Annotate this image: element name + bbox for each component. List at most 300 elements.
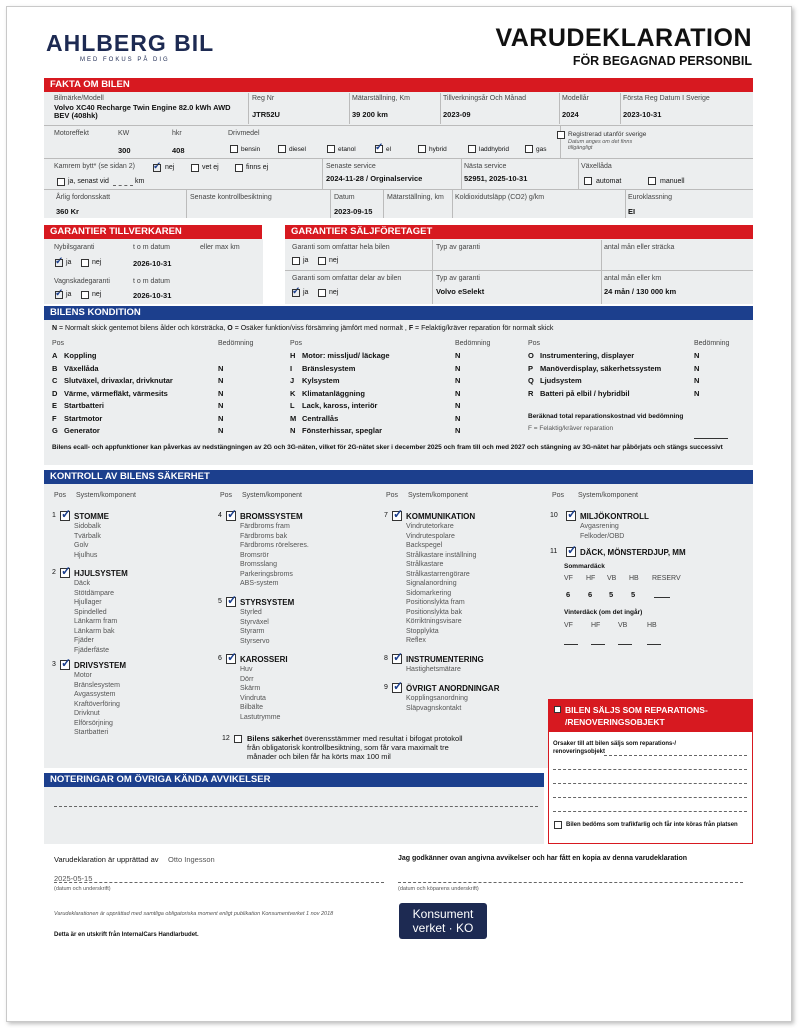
g1-heading: STOMME <box>74 512 109 521</box>
cond-rating: N <box>218 388 224 398</box>
upprattad-datum: 2025-05-15 <box>54 874 93 883</box>
legend-f-text: = Felaktig/kräver reparation för normalt skick <box>415 325 554 332</box>
cond-bed-3: Bedömning <box>694 340 730 347</box>
g11-check-icon: ✓ <box>567 543 578 557</box>
kamrem-km-label: km <box>135 178 145 185</box>
g7-item: Positionslykta bak <box>406 608 463 616</box>
senaste-service-value: 2024-11-28 / Orginalservice <box>326 174 423 183</box>
g4-heading: BROMSSYSTEM <box>240 512 303 521</box>
w-hf: HF <box>591 622 601 629</box>
vagn-nej-checkbox[interactable] <box>81 291 89 299</box>
regnr-label: Reg Nr <box>252 95 275 102</box>
reparation-checkbox[interactable] <box>554 706 561 713</box>
manuell-label: manuell <box>660 178 685 185</box>
g8-check-icon: ✓ <box>393 650 404 664</box>
g10-heading: MILJÖKONTROLL <box>580 512 649 521</box>
reg-utanfor-sub: Datum anges om det finns tillgängligt <box>568 139 633 151</box>
cond-item: Startmotor <box>64 413 103 423</box>
g6-number: 6 <box>218 655 222 662</box>
legend-f: F <box>408 325 414 332</box>
forsta-reg-value: 2023-10-31 <box>623 110 662 119</box>
s-vb: VB <box>607 575 617 582</box>
orsaker-label: Orsaker till att bilen säljs som reparations-/ renoveringsobjekt <box>553 741 677 755</box>
g1-item: Sidobalk <box>74 523 101 530</box>
cond-item: Manöverdisplay, säkerhetssystem <box>540 363 662 373</box>
g2-item: Fjäder <box>74 637 94 644</box>
w-hb: HB <box>647 622 657 629</box>
cond-rating: N <box>218 426 224 435</box>
cond-item: Värme, värmefläkt, värmesits <box>64 388 168 398</box>
cond-pos-3: Pos <box>528 340 541 347</box>
fuel-4-checkbox[interactable] <box>418 145 426 153</box>
skatt-value: 360 Kr <box>56 207 79 216</box>
g7-heading: KOMMUNIKATION <box>406 512 476 521</box>
garanti-gap <box>263 239 285 304</box>
s-hb: HB <box>629 575 639 582</box>
cond-rating: N <box>455 388 461 398</box>
g5-item: Styrled <box>240 609 262 616</box>
s-hf: HF <box>586 575 596 582</box>
cond-item: Startbatteri <box>64 401 105 410</box>
modellar-label: Modellår <box>562 95 589 102</box>
cond-item: Motor: missljud/ läckage <box>302 351 390 360</box>
hela-ja-checkbox[interactable] <box>292 257 300 265</box>
sak-pos-4: Pos <box>552 492 565 499</box>
fuel-1-label: diesel <box>289 146 306 153</box>
upprattad-namn: Otto Ingesson <box>168 855 215 864</box>
cond-letter: E <box>52 401 58 410</box>
nybil-date: 2026-10-31 <box>133 259 172 268</box>
g3-check-icon: ✓ <box>61 656 72 670</box>
beraknad-label: Beräknad total reparationskostnad vid bedömning <box>528 413 684 420</box>
kamrem-vetej-label: vet ej <box>202 164 219 171</box>
reparation-title: BILEN SÄLJS SOM REPARATIONS- /RENOVERINGSOBJEKT <box>565 705 708 727</box>
nasta-service-value: 52951, 2025-10-31 <box>464 174 528 183</box>
g9-heading: ÖVRIGT ANORDNINGAR <box>406 684 500 693</box>
cond-pos-1: Pos <box>52 340 65 347</box>
vagn-nej-label: nej <box>92 291 102 298</box>
hela-nej-label: nej <box>329 257 339 264</box>
g6-check-icon: ✓ <box>227 650 238 664</box>
vagn-ja-checkbox[interactable] <box>55 288 64 299</box>
g2-item: Fjäderfäste <box>74 646 110 654</box>
sak-pos-2: Pos <box>220 492 233 499</box>
g4-item: ABS-system <box>240 580 279 587</box>
g5-check-icon: ✓ <box>227 593 238 607</box>
cond-rating: N <box>218 363 224 373</box>
tillverk-label: Tillverkningsår Och Månad <box>443 95 526 102</box>
cond-letter: O <box>528 351 534 360</box>
cond-item: Batteri på elbil / hybridbil <box>540 388 630 398</box>
cond-item: Instrumentering, displayer <box>540 351 635 360</box>
fuel-6-checkbox[interactable] <box>525 145 533 153</box>
cond-rating: N <box>694 388 700 398</box>
g8-heading: INSTRUMENTERING <box>406 655 484 664</box>
vinterdack-label: Vinterdäck (om det ingår) <box>564 609 643 616</box>
cond-letter: B <box>52 363 58 373</box>
hk-value: 408 <box>172 146 185 155</box>
network-note: Bilens ecall- och appfunktioner kan påverkas av nedstängningen av 2G och 3G-näten, vilket för 2G-nätet sker i december 2025 och fram till och med 2027 och stängning av 3G-nätet har påbörjats och stängs successivt <box>52 444 723 451</box>
g7-check-icon: ✓ <box>393 507 404 521</box>
g2-item: Spindelled <box>74 608 107 616</box>
sak-sys-4: System/komponent <box>578 492 638 499</box>
g5-item: Styrservo <box>240 637 270 645</box>
g7-item: Sidomarkering <box>406 589 452 597</box>
fuel-5-label: laddhybrid <box>479 146 509 153</box>
legend-n: N <box>52 325 58 332</box>
section-fakta: FAKTA OM BILEN <box>44 78 753 92</box>
f-note: F = Felaktig/kräver reparation <box>528 425 614 432</box>
sak-sys-3: System/komponent <box>408 492 468 499</box>
hela-label: Garanti som omfattar hela bilen <box>292 244 390 251</box>
w-vb: VB <box>618 622 628 629</box>
cond-rating: N <box>455 363 461 373</box>
g7-number: 7 <box>384 512 388 519</box>
cond-item: Koppling <box>64 351 97 360</box>
ko-logo-line1: Konsument <box>412 907 474 921</box>
g3-item: Kraftöverföring <box>74 700 120 708</box>
kamrem-finnsej-label: finns ej <box>246 164 269 171</box>
cond-letter: N <box>290 426 296 435</box>
kamrem-label: Kamrem bytt* (se sidan 2) <box>54 163 135 170</box>
vagn-label: Vagnskadegaranti <box>54 278 110 285</box>
cond-letter: R <box>528 388 534 398</box>
section-noteringar: NOTERINGAR OM ÖVRIGA KÄNDA AVVIKELSER <box>44 773 544 787</box>
typ2-value: Volvo eSelekt <box>436 287 485 296</box>
trafikfarlig-label: Bilen bedöms som trafikfarlig och får inte köras från platsen <box>566 822 738 828</box>
skatt-label: Årlig fordonsskatt <box>56 194 111 201</box>
g1-check-icon: ✓ <box>61 507 72 521</box>
g1-item: Tvärbalk <box>74 532 101 540</box>
s-hb-val: 5 <box>631 590 636 599</box>
datum-label: Datum <box>334 194 355 201</box>
tillverk-value: 2023-09 <box>443 110 471 119</box>
g6-item: Lastutrymme <box>240 713 281 721</box>
hela-ja-label: ja <box>303 257 309 264</box>
page-title: VARUDEKLARATION <box>495 24 752 52</box>
g4-item: Färdbroms rörelseres. <box>240 542 309 549</box>
sak-sys-1: System/komponent <box>76 492 136 499</box>
fuel-5-checkbox[interactable] <box>468 145 476 153</box>
antal-label: antal mån eller sträcka <box>604 244 675 251</box>
kamrem-vetej-checkbox[interactable] <box>191 164 199 172</box>
fuel-el-check-icon: ✓ <box>375 142 384 153</box>
g6-item: Vindruta <box>240 694 266 702</box>
senaste-service-label: Senaste service <box>326 163 376 170</box>
trafikfarlig-checkbox[interactable] <box>554 821 562 829</box>
g10-item: Felkoder/OBD <box>580 532 625 540</box>
cond-letter: G <box>52 426 58 435</box>
g2-heading: HJULSYSTEM <box>74 569 128 578</box>
g5-item: Styrväxel <box>240 618 269 626</box>
sak-pos-3: Pos <box>386 492 399 499</box>
cond-letter: H <box>290 351 296 360</box>
cond-letter: J <box>290 376 295 385</box>
g9-check-icon: ✓ <box>393 679 404 693</box>
motoreffekt-label: Motoreffekt <box>54 130 89 137</box>
cond-rating: N <box>694 363 700 373</box>
cond-letter: A <box>52 351 58 360</box>
g3-item: Avgassystem <box>74 691 116 698</box>
cond-letter: I <box>290 363 293 373</box>
konsumentverket-logo <box>399 903 487 939</box>
cond-rating: N <box>218 376 224 385</box>
g3-item: Bränslesystem <box>74 681 120 689</box>
g1-item: Golv <box>74 542 89 549</box>
cond-rating: N <box>455 413 461 423</box>
g4-number: 4 <box>218 512 222 519</box>
cond-rating: N <box>455 351 461 360</box>
nybil-tom-label: t o m datum <box>133 244 170 251</box>
co2-label: Koldioxidutsläpp (CO2) g/km <box>455 194 545 201</box>
model-value: Volvo XC40 Recharge Twin Engine 82.0 kWh AWD BEV (408hk) <box>54 103 231 120</box>
cond-letter: M <box>290 413 297 423</box>
fuel-2-label: etanol <box>338 146 356 153</box>
datum-sub: (datum och underskrift) <box>54 886 111 892</box>
bilens-sakerhet-checkbox[interactable] <box>234 735 242 743</box>
cond-letter: K <box>290 388 296 398</box>
g5-heading: STYRSYSTEM <box>240 598 295 607</box>
g1-item: Hjulhus <box>74 551 98 559</box>
g7-item: Vindrutespolare <box>406 532 455 540</box>
cond-rating: N <box>694 376 700 385</box>
g7-item: Stopplykta <box>406 627 439 635</box>
modellar-value: 2024 <box>562 110 579 119</box>
g7-item: Strålkastarrengörare <box>406 570 470 578</box>
g11-heading: DÄCK, MÖNSTERDJUP, MM <box>580 548 686 557</box>
g3-heading: DRIVSYSTEM <box>74 661 127 670</box>
cond-pos-2: Pos <box>290 340 303 347</box>
vagn-ja-label: ja <box>66 291 72 298</box>
kamrem-nej-checkbox[interactable] <box>153 161 162 172</box>
s-vf: VF <box>564 575 573 582</box>
cond-item: Slutväxel, drivaxlar, drivknutar <box>64 376 173 385</box>
cond-item: Bränslesystem <box>302 363 356 373</box>
vagn-ja-check-icon: ✓ <box>55 288 64 299</box>
cond-letter: C <box>52 376 58 385</box>
kw-label: KW <box>118 130 130 137</box>
g11-number: 11 <box>550 548 558 555</box>
g7-item: Reflex <box>406 637 426 644</box>
reg-utanfor-label: Registrerad utanför sverige <box>568 131 647 138</box>
cond-letter: L <box>290 401 295 410</box>
model-label: Bilmärke/Modell <box>54 95 104 102</box>
ahlberg-bil-logo: AHLBERG BIL <box>46 30 215 56</box>
sak-sys-2: System/komponent <box>242 492 302 499</box>
delar-nej-label: nej <box>329 289 339 296</box>
cond-bed-1: Bedömning <box>218 340 254 347</box>
cond-item: Lack, kaross, interiör <box>302 401 378 410</box>
nybil-ja-check-icon: ✓ <box>55 256 64 267</box>
delar-ja-check-icon: ✓ <box>292 286 301 297</box>
sommardack-label: Sommardäck <box>564 563 605 570</box>
cond-item: Centrallås <box>302 413 339 423</box>
cond-rating: N <box>455 376 461 385</box>
g10-item: Avgasrening <box>580 523 619 530</box>
cond-letter: D <box>52 388 58 398</box>
cond-letter: F <box>52 413 57 423</box>
cond-rating: N <box>694 351 700 360</box>
kamrem-finnsej-checkbox[interactable] <box>235 164 243 172</box>
g3-number: 3 <box>52 661 56 668</box>
delar-nej-checkbox[interactable] <box>318 289 326 297</box>
kamrem-ja-checkbox[interactable] <box>57 178 65 186</box>
delar-ja-checkbox[interactable] <box>292 286 301 297</box>
item-12-number: 12 <box>222 735 230 742</box>
forsta-reg-label: Första Reg Datum I Sverige <box>623 95 710 102</box>
upprattad-label: Varudeklaration är upprättad av <box>54 855 159 864</box>
g6-item: Dörr <box>240 675 254 683</box>
vagn-date: 2026-10-31 <box>133 291 172 300</box>
cond-letter: P <box>528 363 534 373</box>
g1-number: 1 <box>52 512 56 519</box>
cond-item: Ljudsystem <box>540 376 582 385</box>
nybil-nej-checkbox[interactable] <box>81 259 89 267</box>
g5-number: 5 <box>218 598 222 605</box>
g4-item: Bromsslang <box>240 561 277 568</box>
page-subtitle: FÖR BEGAGNAD PERSONBIL <box>572 54 752 68</box>
nybil-label: Nybilsgaranti <box>54 244 95 251</box>
g9-item: Släpvagnskontakt <box>406 704 462 712</box>
kontrollbes-label: Senaste kontrollbesiktning <box>190 194 272 201</box>
s-reserv: RESERV <box>652 575 681 582</box>
cond-item: Fönsterhissar, speglar <box>302 426 383 435</box>
g6-heading: KAROSSERI <box>240 655 288 664</box>
reg-utanfor-checkbox[interactable] <box>557 131 565 139</box>
g8-number: 8 <box>384 655 388 662</box>
cond-item: Kylsystem <box>302 376 340 385</box>
cond-item: Växellåda <box>64 363 99 373</box>
cond-item: Klimatanläggning <box>302 388 365 398</box>
antal2-label: antal mån eller km <box>604 275 662 282</box>
nybil-ja-label: ja <box>66 259 72 266</box>
cond-bed-2: Bedömning <box>455 340 491 347</box>
sak-pos-1: Pos <box>54 492 67 499</box>
g3-item: Startbatteri <box>74 729 109 736</box>
g7-item: Backspegel <box>406 542 443 549</box>
g10-number: 10 <box>550 512 558 519</box>
g8-item: Hastighetsmätare <box>406 666 461 673</box>
g4-item: Färdbroms fram <box>240 523 290 530</box>
kamrem-ja-label: ja, senast vid <box>68 178 109 185</box>
g7-item: Positionslykta fram <box>406 599 465 606</box>
typ2-label: Typ av garanti <box>436 275 480 282</box>
nybil-ja-checkbox[interactable] <box>55 256 64 267</box>
g6-item: Bilbälte <box>240 704 263 711</box>
section-sakerhet: KONTROLL AV BILENS SÄKERHET <box>44 470 753 484</box>
g2-item: Stötdämpare <box>74 589 115 597</box>
g10-check-icon: ✓ <box>567 507 578 521</box>
cond-rating: N <box>218 413 224 423</box>
logo-tagline: MED FOKUS PÅ DIG <box>80 57 170 63</box>
noteringar-panel <box>44 787 544 844</box>
drivmedel-label: Drivmedel <box>228 130 260 137</box>
bilens-sak-label: Bilens säkerhet <box>247 734 303 743</box>
antal2-value: 24 mån / 130 000 km <box>604 287 677 296</box>
regnr-value: JTR52U <box>252 110 280 119</box>
g4-check-icon: ✓ <box>227 507 238 521</box>
kw-value: 300 <box>118 146 131 155</box>
euro-label: Euroklassning <box>628 194 672 201</box>
g9-number: 9 <box>384 684 388 691</box>
kamrem-nej-check-icon[interactable]: ✓ <box>153 161 162 172</box>
nybil-max-label: eller max km <box>200 244 240 251</box>
fuel-1-checkbox[interactable] <box>278 145 286 153</box>
automat-checkbox[interactable] <box>584 177 592 185</box>
ko-logo-line2: verket · KO <box>412 921 474 935</box>
automat-label: automat <box>596 178 622 185</box>
g4-item: Parkeringsbroms <box>240 570 293 578</box>
cond-letter: Q <box>528 376 534 385</box>
g2-item: Länkarm fram <box>74 618 118 625</box>
fuel-0-checkbox[interactable] <box>230 145 238 153</box>
kopare-sub: (datum och köparens underskrift) <box>398 886 479 892</box>
g7-item: Strålkastare <box>406 561 444 568</box>
g9-item: Kopplingsanordning <box>406 695 468 702</box>
fuel-3-label: el <box>386 146 392 153</box>
section-garanti-saljare: GARANTIER SÄLJFÖRETAGET <box>285 225 753 239</box>
g2-check-icon: ✓ <box>61 564 72 578</box>
legend-n-text: = Normalt skick gentemot bilens ålder och körsträcka, <box>59 325 226 332</box>
nasta-service-label: Nästa service <box>464 163 507 170</box>
fuel-4-label: hybrid <box>429 146 447 153</box>
euro-value: EI <box>628 207 636 216</box>
vagn-tom-label: t o m datum <box>133 278 170 285</box>
kamrem-nej-label: nej <box>165 164 175 171</box>
footer-info: Varudeklarationen är upprättad med samtliga obligatoriska moment enligt publikation Konsumentverket 1 nov 2018 <box>54 911 334 917</box>
nybil-nej-label: nej <box>92 259 102 266</box>
fuel-6-label: gas <box>536 146 547 153</box>
g6-item: Huv <box>240 666 253 673</box>
g2-item: Däck <box>74 580 90 587</box>
section-kondition: BILENS KONDITION <box>44 306 753 320</box>
g3-item: Drivknut <box>74 710 100 717</box>
bilens-sak-text: överensstämmer med resultat i bifogat protokoll från obligatorisk kontrollbesiktning, som får vara maximalt tre månader och bilen får ha körts max 100 mil <box>247 734 463 761</box>
fuel-2-checkbox[interactable] <box>327 145 335 153</box>
fuel-0-label: bensin <box>241 146 261 153</box>
g2-item: Hjullager <box>74 599 102 606</box>
hk-label: hkr <box>172 130 182 137</box>
cond-rating: N <box>455 401 461 410</box>
g3-item: Elförsörjning <box>74 719 113 727</box>
typ-label: Typ av garanti <box>436 244 480 251</box>
g5-item: Styrarm <box>240 628 265 635</box>
datum-value: 2023-09-15 <box>334 207 373 216</box>
s-vf-val: 6 <box>566 590 571 599</box>
matar2-label: Mätarställning, km <box>387 194 444 201</box>
delar-label: Garanti som omfattar delar av bilen <box>292 275 402 282</box>
g2-number: 2 <box>52 569 56 576</box>
delar-ja-label: ja <box>303 289 309 296</box>
cond-rating: N <box>218 401 224 410</box>
footer-utskrift: Detta är en utskrift från InternalCars Handlarbudet. <box>54 932 199 938</box>
g4-item: Färdbroms bak <box>240 532 288 540</box>
cond-rating: N <box>455 426 461 435</box>
matar-value: 39 200 km <box>352 110 388 119</box>
godkanner-label: Jag godkänner ovan angivna avvikelser och har fått en kopia av denna varudeklaration <box>398 855 688 862</box>
g7-item: Strålkastare inställning <box>406 551 477 559</box>
g7-item: Körriktningsvisare <box>406 618 462 625</box>
s-hf-val: 6 <box>588 590 593 599</box>
g6-item: Skärm <box>240 685 261 692</box>
manuell-checkbox[interactable] <box>648 177 656 185</box>
vaxellada-label: Växellåda <box>581 163 612 170</box>
hela-nej-checkbox[interactable] <box>318 257 326 265</box>
s-vb-val: 5 <box>609 590 614 599</box>
section-garanti-tillverkare: GARANTIER TILLVERKAREN <box>44 225 262 239</box>
g7-item: Vindrutetorkare <box>406 523 454 530</box>
g3-item: Motor <box>74 672 92 679</box>
